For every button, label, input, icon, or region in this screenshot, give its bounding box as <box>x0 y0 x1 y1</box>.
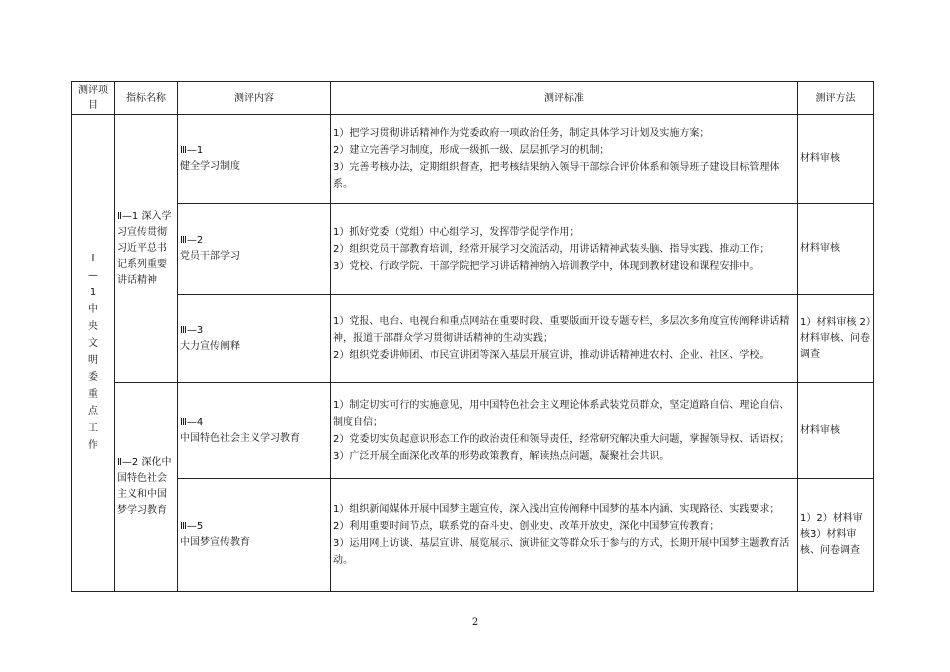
standard-item: 1）抓好党委（党组）中心组学习，发挥带学促学作用； <box>333 226 580 238</box>
category-cell <box>72 115 115 592</box>
method-cell: 1）材料审核 2）材料审核、问卷调查 <box>798 295 874 383</box>
method-cell: 材料审核 <box>798 383 874 479</box>
content-code: Ⅲ—5 <box>180 521 204 532</box>
standard-cell <box>331 204 798 295</box>
standard-item: 3）运用网上访谈、基层宣讲、展览展示、演讲征文等群众乐于参与的方式，长期开展中国梦主题教育活动。 <box>333 538 790 566</box>
content-title: 中国梦宣传教育 <box>180 537 250 548</box>
standard-item: 2）建立完善学习制度，形成一级抓一级、层层抓学习的机制； <box>333 145 610 156</box>
content-code: Ⅲ—2 <box>180 235 204 246</box>
standard-cell <box>331 383 798 479</box>
table-row <box>72 383 874 479</box>
category-label: Ⅰ—1 中央文明委重点工作 <box>88 253 98 451</box>
standard-item: 3）党校、行政学院、干部学院把学习讲话精神纳入培训教学中，体现到教材建设和课程安排中。 <box>333 260 760 272</box>
table-row <box>72 295 874 383</box>
header-standard: 测评标准 <box>331 82 798 115</box>
content-code: Ⅲ—4 <box>180 416 204 428</box>
header-method: 测评方法 <box>798 82 874 115</box>
content-cell <box>178 115 331 204</box>
standard-cell <box>331 295 798 383</box>
standard-item: 2）党委切实负起意识形态工作的政治责任和领导责任，经常研究解决重大问题，掌握领导权、话语权； <box>333 433 790 445</box>
content-code: Ⅲ—3 <box>180 324 204 336</box>
content-cell <box>178 295 331 383</box>
table-row <box>72 204 874 295</box>
page-number: 2 <box>471 617 479 628</box>
standard-item: 3）广泛开展全面深化改革的形势政策教育，解读热点问题，凝聚社会共识。 <box>333 450 670 462</box>
standard-item: 2）利用重要时间节点，联系党的奋斗史、创业史、改革开放史，深化中国梦宣传教育； <box>333 521 720 532</box>
content-cell <box>178 479 331 592</box>
header-indicator: 指标名称 <box>115 82 178 115</box>
standard-item: 1）党报、电台、电视台和重点网站在重要时段、重要版面开设专题专栏，多层次多角度宣传阐释讲话精神，报道干部群众学习贯彻讲话精神的生动实践； <box>333 316 790 344</box>
content-cell <box>178 204 331 295</box>
content-cell <box>178 383 331 479</box>
table-header-row <box>72 82 874 115</box>
standard-cell <box>331 479 798 592</box>
method-cell: 材料审核 <box>798 204 874 295</box>
standard-item: 1）组织新闻媒体开展中国梦主题宣传，深入浅出宣传阐释中国梦的基本内涵、实现路径、实践要求； <box>333 504 780 515</box>
standard-item: 2）组织党员干部教育培训，经常开展学习交流活动，用讲话精神武装头脑、指导实践、推动工作； <box>333 243 770 255</box>
content-title: 中国特色社会主义学习教育 <box>180 432 300 444</box>
method-cell: 材料审核 <box>798 115 874 204</box>
indicator-label: Ⅱ—1 深入学习宣传贯彻习近平总书记系列重要讲话精神 <box>117 210 172 286</box>
evaluation-table <box>71 81 874 592</box>
indicator-cell <box>115 383 178 592</box>
indicator-cell <box>115 115 178 383</box>
indicator-label: Ⅱ—2 深化中国特色社会主义和中国梦学习教育 <box>117 457 172 516</box>
standard-item: 1）把学习贯彻讲话精神作为党委政府一项政治任务，制定具体学习计划及实施方案； <box>333 128 710 139</box>
table-row <box>72 115 874 204</box>
content-title: 大力宣传阐释 <box>180 340 240 352</box>
standard-item: 3）完善考核办法，定期组织督查，把考核结果纳入领导干部综合评价体系和领导班子建设目标管理体系。 <box>333 162 780 190</box>
content-code: Ⅲ—1 <box>180 145 204 156</box>
header-content: 测评内容 <box>178 82 331 115</box>
method-cell: 1）2）材料审核3）材料审核、问卷调查 <box>798 479 874 592</box>
standard-item: 1）制定切实可行的实施意见，用中国特色社会主义理论体系武装党员群众，坚定道路自信、理论自信、制度自信； <box>333 399 790 428</box>
table-row <box>72 479 874 592</box>
content-title: 健全学习制度 <box>180 161 240 172</box>
header-item: 测评项目 <box>72 82 115 115</box>
standard-cell <box>331 115 798 204</box>
standard-item: 2）组织党委讲师团、市民宣讲团等深入基层开展宣讲，推动讲话精神进农村、企业、社区、学校。 <box>333 350 770 361</box>
content-title: 党员干部学习 <box>180 251 240 262</box>
